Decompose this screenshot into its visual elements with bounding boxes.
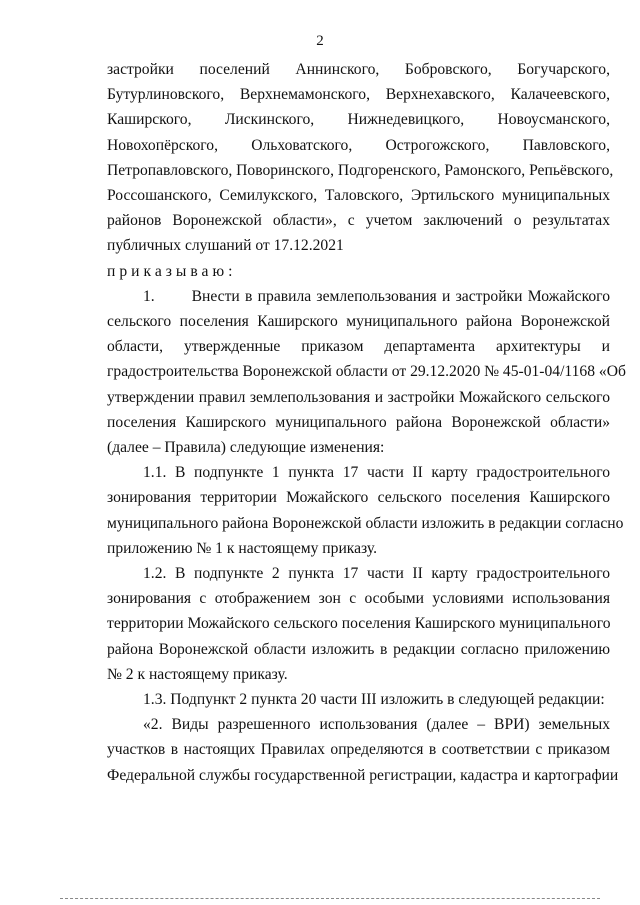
- text-line: области, утвержденные приказом департамента архитектуры и: [107, 338, 610, 356]
- text-line: «2. Виды разрешенного использования (далее – ВРИ) земельных: [143, 716, 610, 734]
- intro-paragraph: [107, 57, 614, 259]
- text-line: Бутурлиновского, Верхнемамонского, Верхнехавского, Калачеевского,: [107, 86, 610, 104]
- order-word: приказываю:: [107, 262, 237, 280]
- text-line: 1.2. В подпункте 2 пункта 17 части II карту градостроительного: [143, 565, 610, 583]
- text-line: 1. Внести в правила землепользования и застройки Можайского: [143, 287, 610, 305]
- text-line: Федеральной службы государственной регистрации, кадастра и картографии: [107, 766, 619, 784]
- text-line: сельского поселения Каширского муниципального района Воронежской: [107, 313, 610, 331]
- text-line: утверждении правил землепользования и застройки Можайского сельского: [107, 388, 610, 406]
- text-line: Новохопёрского, Ольховатского, Острогожского, Павловского,: [107, 136, 610, 154]
- text-line: градостроительства Воронежской области от 29.12.2020 № 45-01-04/1168 «Об: [107, 363, 626, 381]
- order-paragraph: [107, 259, 610, 284]
- text-line: районов Воронежской области», с учетом заключений о результатах: [107, 212, 610, 230]
- text-line: 1.3. Подпункт 2 пункта 20 части III изложить в следующей редакции:: [143, 691, 605, 709]
- page-bottom-rule: [60, 898, 600, 899]
- text-line: 1.1. В подпункте 1 пункта 17 части II карту градостроительного: [143, 464, 610, 482]
- quote-paragraph: [107, 712, 619, 788]
- text-line: Петропавловского, Поворинского, Подгоренского, Рамонского, Репьёвского,: [107, 161, 614, 179]
- text-line: Каширского, Лискинского, Нижнедевицкого, Новоусманского,: [107, 111, 610, 129]
- text-line: приложению № 1 к настоящему приказу.: [107, 539, 378, 557]
- text-line: застройки поселений Аннинского, Бобровского, Богучарского,: [107, 61, 610, 78]
- document-body: [107, 57, 626, 788]
- item-1-3-paragraph: [107, 687, 610, 712]
- text-line: поселения Каширского муниципального района Воронежской области»: [107, 413, 610, 431]
- item-1-paragraph: [107, 284, 626, 460]
- item-1-2-paragraph: [107, 561, 610, 687]
- text-line: района Воронежской области изложить в редакции согласно приложению: [107, 640, 610, 658]
- text-line: участков в настоящих Правилах определяются в соответствии с приказом: [107, 741, 610, 759]
- text-line: зонирования территории Можайского сельского поселения Каширского: [107, 489, 610, 507]
- text-line: Россошанского, Семилукского, Таловского, Эртильского муниципальных: [107, 187, 610, 205]
- text-line: муниципального района Воронежской области изложить в редакции согласно: [107, 514, 624, 532]
- text-line: (далее – Правила) следующие изменения:: [107, 439, 385, 457]
- text-line: № 2 к настоящему приказу.: [107, 665, 288, 683]
- page-number: 2: [316, 33, 324, 49]
- item-1-1-paragraph: [107, 460, 624, 561]
- text-line: зонирования с отображением зон с особыми условиями использования: [107, 590, 610, 608]
- text-line: территории Можайского сельского поселения Каширского муниципального: [107, 615, 611, 633]
- text-line: публичных слушаний от 17.12.2021: [107, 237, 344, 255]
